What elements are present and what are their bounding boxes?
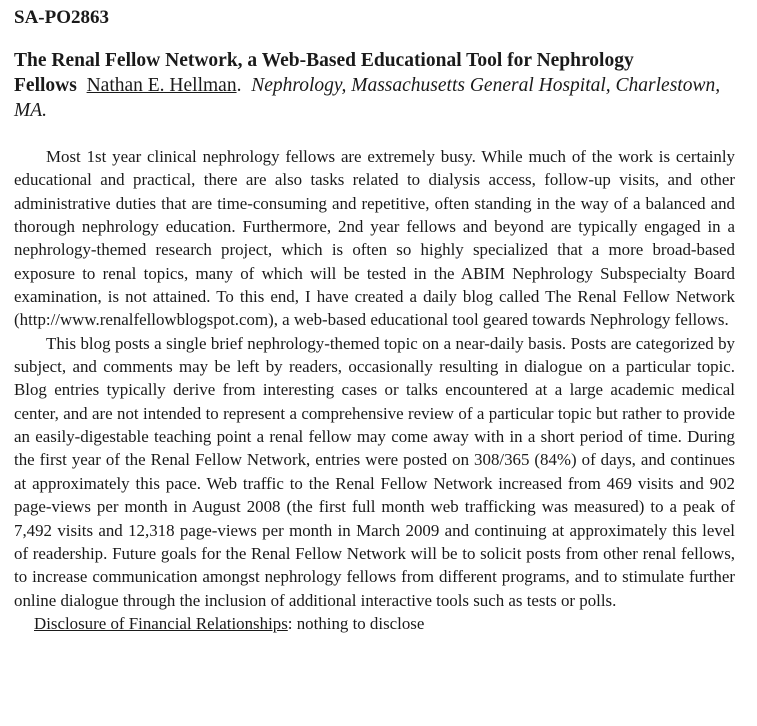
disclosure-label: Disclosure of Financial Relationships: [34, 613, 288, 633]
disclosure-separator: :: [287, 613, 293, 633]
body-paragraph: This blog posts a single brief nephrology-themed topic on a near-daily basis. Posts are categorized by subject, and comments may be left by readers, occasionally resulting in dialogue on a particular topic. Blog entries typically derive from interesting cases or talks encountered at a large academic medical center, and are not intended to represent a comprehensive review of a particular topic but rather to provide an easily-digestable teaching point a renal fellow may come away with in a short period of time. During the first year of the Renal Fellow Network, entries were posted on 308/365 (84%) of days, and continues at approximately this pace. Web traffic to the Renal Fellow Network increased from 469 visits and 902 page-views per month in August 2008 (the first full month web trafficking was measured) to a peak of 7,492 visits and 12,318 page-views per month in March 2009 and continuing at approximately this level of readership. Future goals for the Renal Fellow Network will be to solicit posts from other renal fellows, to increase communication amongst nephrology fellows from different programs, and to stimulate further online dialogue through the inclusion of additional interactive tools such as tests or polls.: [14, 333, 735, 610]
abstract-heading: [14, 48, 735, 123]
disclosure: [14, 612, 735, 635]
abstract-body: [14, 145, 735, 612]
abstract-title: The Renal Fellow Network, a Web-Based Educational Tool for Nephrology Fellows: [14, 50, 634, 96]
author-affiliation: Nephrology, Massachusetts General Hospital, Charlestown, MA.: [14, 75, 721, 121]
body-paragraph: Most 1st year clinical nephrology fellows are extremely busy. While much of the work is certainly educational and practical, there are also tasks related to dialysis access, follow-up visits, and other administrative duties that are time-consuming and repetitive, often standing in the way of a balanced and thorough nephrology education. Furthermore, 2nd year fellows and beyond are typically engaged in a nephrology-themed research project, which is often so highly specialized that a more broad-based exposure to renal topics, many of which will be tested in the ABIM Nephrology Subspecialty Board examination, is not attained. To this end, I have created a daily blog called The Renal Fellow Network (http://www.renalfellowblogspot.com), a web-based educational tool geared towards Nephrology fellows.: [14, 147, 735, 330]
abstract-id: SA-PO2863: [14, 7, 109, 28]
author-name: Nathan E. Hellman: [86, 75, 237, 96]
author-separator: .: [236, 75, 242, 96]
disclosure-text: nothing to disclose: [296, 613, 425, 633]
